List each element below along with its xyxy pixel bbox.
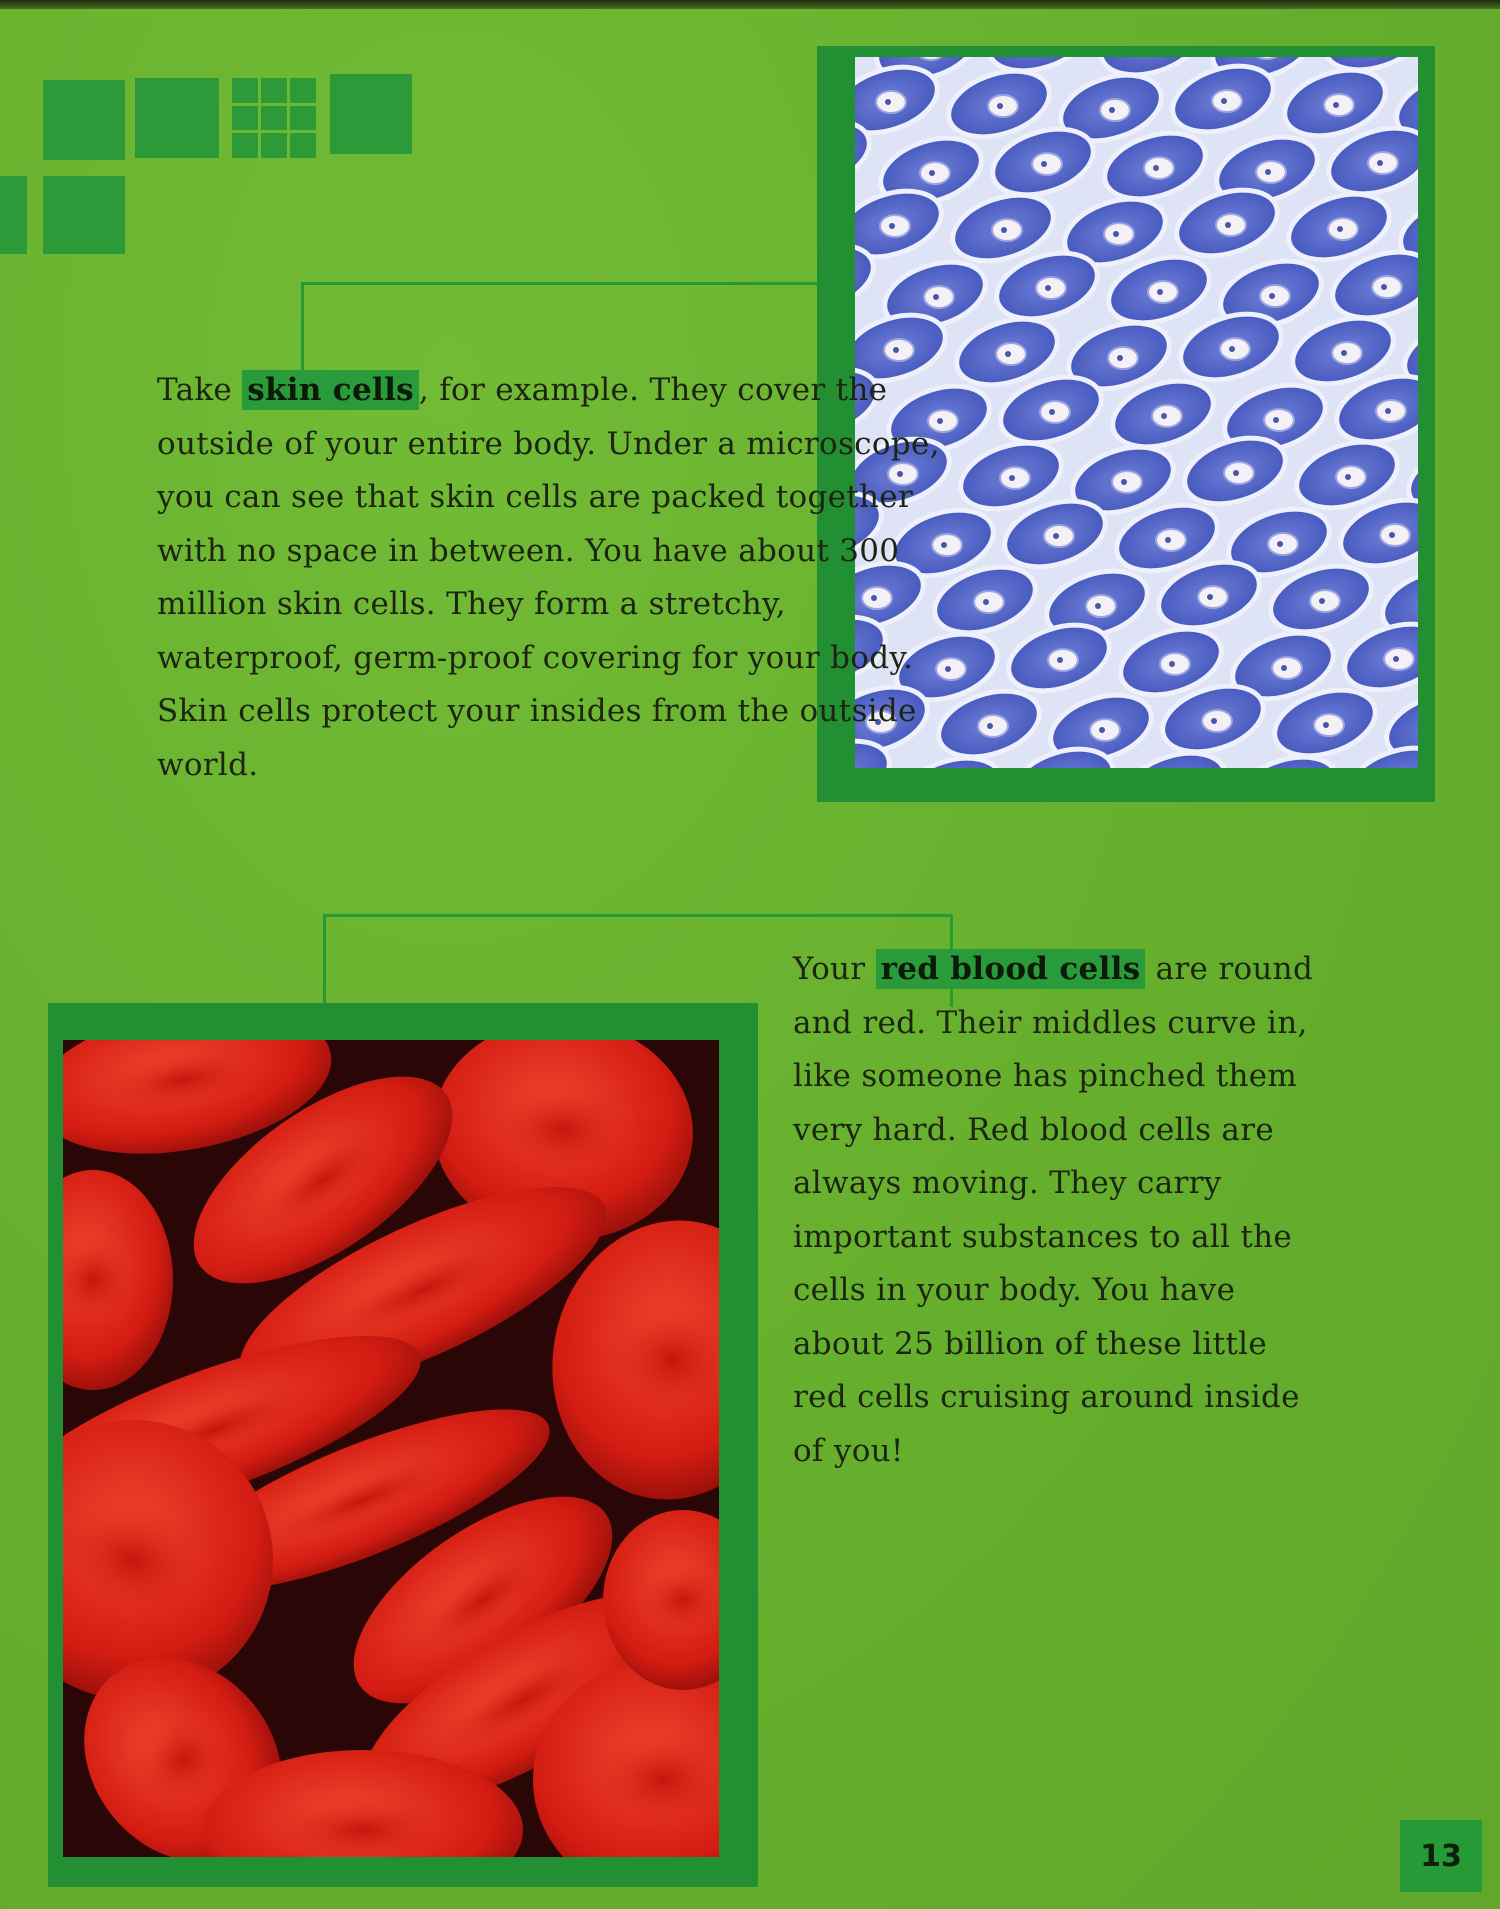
page-top-edge — [0, 0, 1500, 9]
skin-body-text: , for example. They cover the outside of your entire body. Under a microscope, you can see that skin cells are packed together with no space in between. You have about 300 million skin cells. They form a stretchy, waterproof, germ-proof covering for your body. Skin cells protect your insides from the outside world. — [157, 372, 940, 783]
decorative-square — [43, 80, 125, 160]
decorative-square — [135, 78, 219, 158]
decorative-square — [0, 176, 27, 254]
red-blood-cells-micrograph-icon — [63, 1040, 719, 1857]
skin-cells-highlight: skin cells — [242, 370, 419, 410]
blood-lead-text: Your — [793, 951, 876, 987]
decorative-square — [43, 176, 125, 254]
red-blood-cells-paragraph — [793, 943, 1323, 1478]
decorative-grid — [232, 78, 316, 158]
red-blood-cells-highlight: red blood cells — [876, 949, 1146, 989]
skin-lead-text: Take — [157, 372, 243, 408]
blood-cells-photo — [63, 1040, 719, 1857]
skin-cells-paragraph — [157, 364, 947, 792]
blood-body-text: are round and red. Their middles curve in, like someone has pinched them very hard. Red blood cells are always moving. They carry important substances to all the cells in your body. You have about 25 billion of these little red cells cruising around inside of you! — [793, 951, 1314, 1469]
page-number: 13 — [1400, 1820, 1482, 1892]
decorative-square — [330, 74, 412, 154]
